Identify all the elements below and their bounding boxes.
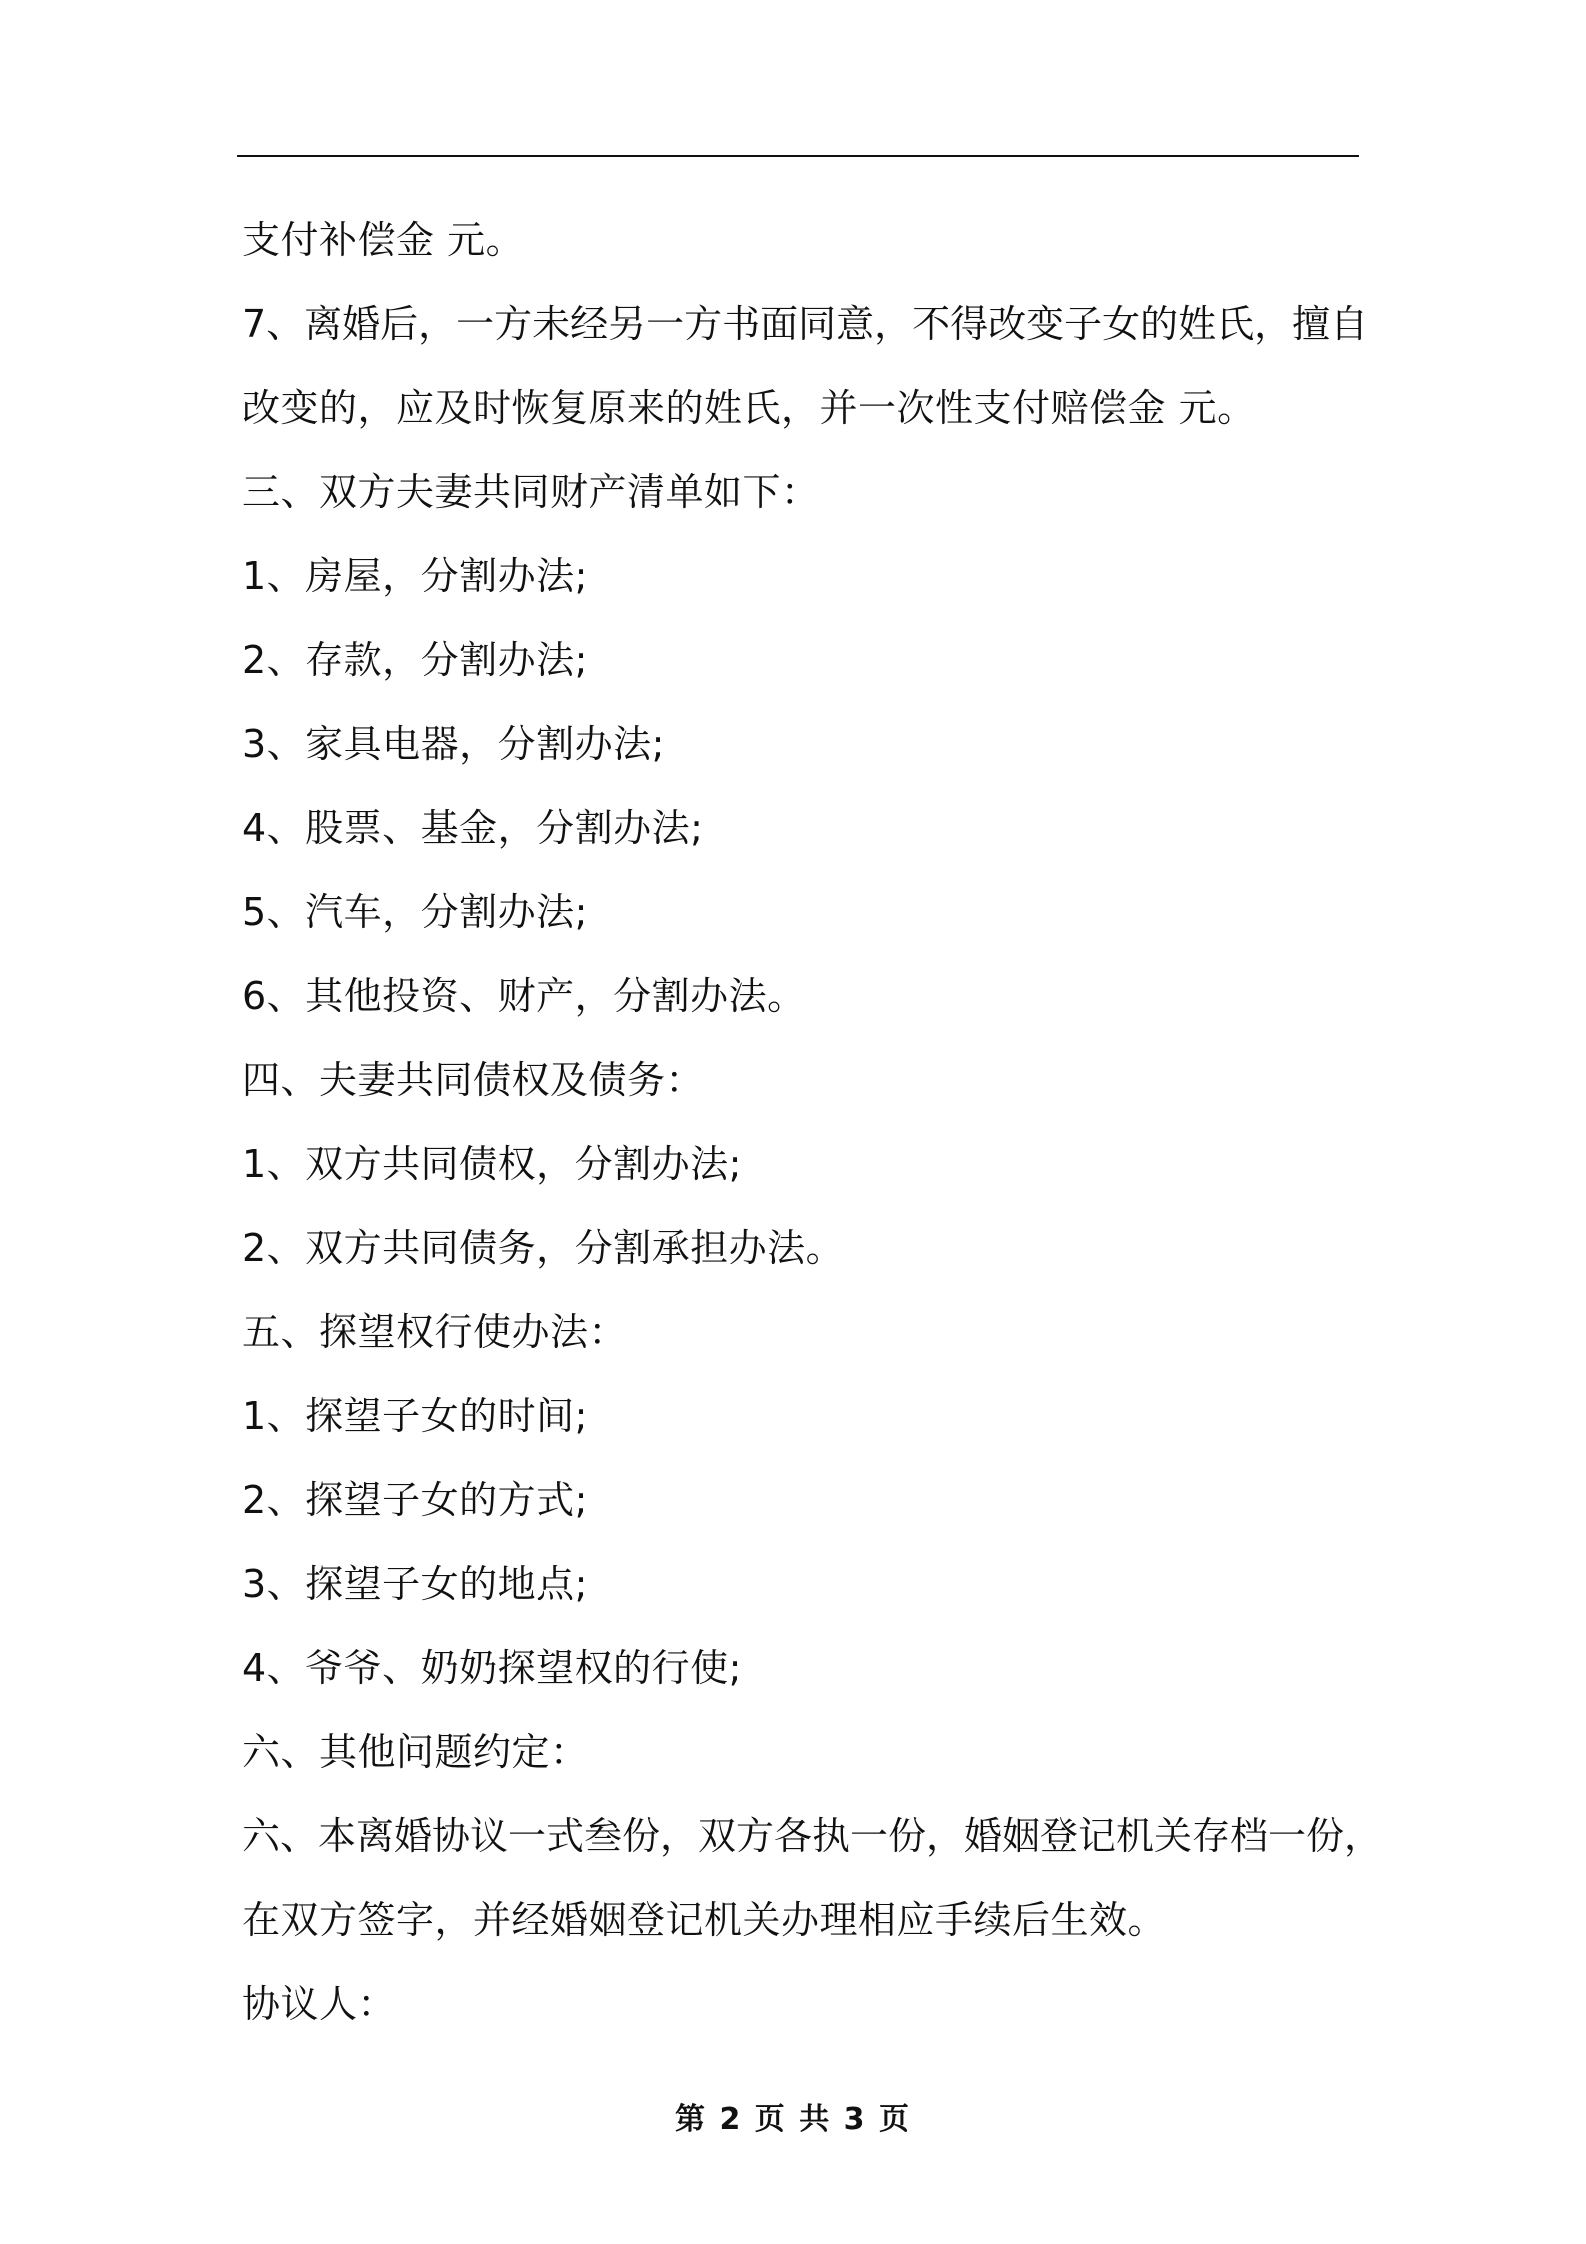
- section-heading: 六、其他问题约定：: [242, 1730, 589, 1774]
- section-heading: 三、双方夫妻共同财产清单如下：: [242, 470, 820, 514]
- text-line: 改变的，应及时恢复原来的姓氏，并一次性支付赔偿金 元。: [242, 386, 1256, 430]
- text-line: 六、本离婚协议一式叁份，双方各执一份，婚姻登记机关存档一份，: [242, 1814, 1383, 1858]
- list-item: 5、汽车，分割办法;: [242, 890, 588, 934]
- document-body: [242, 198, 1383, 2046]
- list-item: 2、双方共同债务，分割承担办法。: [242, 1226, 845, 1270]
- list-item: 4、爷爷、奶奶探望权的行使;: [242, 1646, 742, 1690]
- text-line: 支付补偿金 元。: [242, 218, 525, 262]
- list-item: 1、探望子女的时间;: [242, 1394, 588, 1438]
- list-item: 6、其他投资、财产，分割办法。: [242, 974, 806, 1018]
- list-item: 1、双方共同债权，分割办法;: [242, 1142, 742, 1186]
- signature-label: 协议人：: [242, 1982, 397, 2026]
- list-item: 4、股票、基金，分割办法;: [242, 806, 704, 850]
- text-line: 7、离婚后，一方未经另一方书面同意，不得改变子女的姓氏，擅自: [242, 302, 1369, 346]
- list-item: 3、探望子女的地点;: [242, 1562, 588, 1606]
- list-item: 2、存款，分割办法;: [242, 638, 588, 682]
- header-rule: [237, 155, 1359, 157]
- list-item: 2、探望子女的方式;: [242, 1478, 588, 1522]
- section-heading: 五、探望权行使办法：: [242, 1310, 628, 1354]
- list-item: 1、房屋，分割办法;: [242, 554, 588, 598]
- section-heading: 四、夫妻共同债权及债务：: [242, 1058, 705, 1102]
- text-line: 在双方签字，并经婚姻登记机关办理相应手续后生效。: [242, 1898, 1167, 1942]
- list-item: 3、家具电器，分割办法;: [242, 722, 665, 766]
- page-number: 第 2 页 共 3 页: [675, 2102, 911, 2137]
